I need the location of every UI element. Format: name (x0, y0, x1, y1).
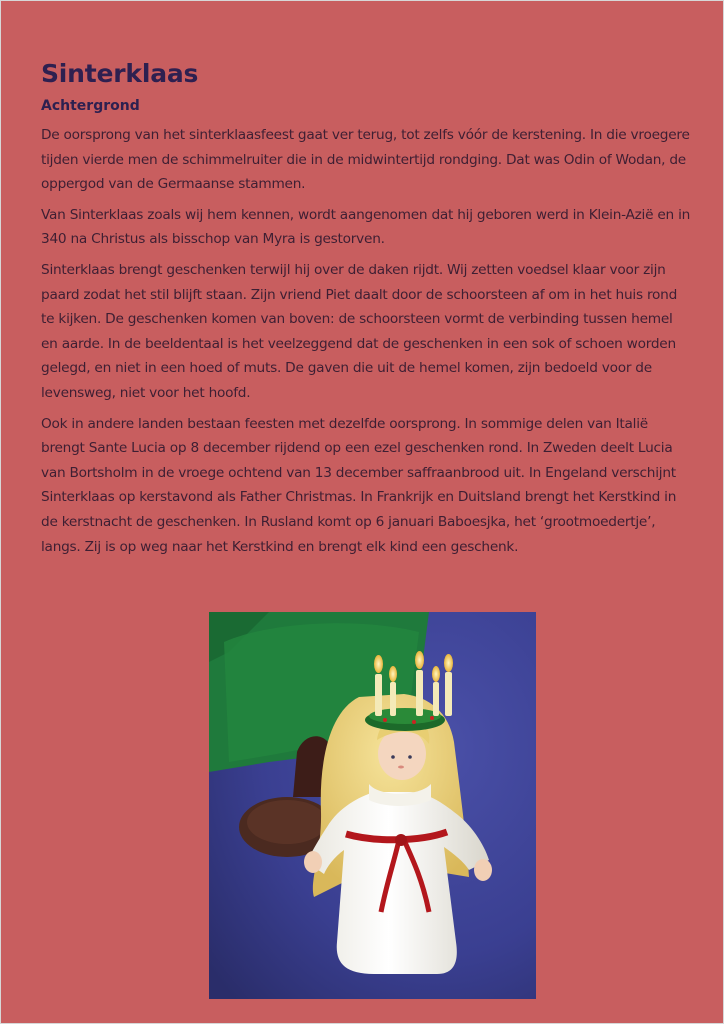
section-heading: Achtergrond (41, 98, 140, 114)
paragraph-4: Ook in andere landen bestaan feesten met dezelfde oorsprong. In sommige delen van Italië brengt Sante Lucia op 8 december rijdend op een ezel geschenken rond. In Zweden deelt Lucia van Bortsholm in de vroege ochtend van 13 december saffraanbrood uit. In Engeland verschijnt Sinterklaas op kerstavond als Father Christmas. In Frankrijk en Duitsland brengt het Kerstkind in de kerstnacht de geschenken. In Rusland komt op 6 januari Baboesjka, het ‘grootmoedertje’, langs. Zij is op weg naar het Kerstkind en brengt elk kind een geschenk. (41, 415, 677, 555)
paragraph-2: Van Sinterklaas zoals wij hem kennen, wordt aangenomen dat hij geboren werd in Klein-Azië en in 340 na Christus als bisschop van Myra is gestorven. (41, 206, 691, 248)
lucia-doll-photo (209, 612, 536, 999)
paragraph-3: Sinterklaas brengt geschenken terwijl hij over de daken rijdt. Wij zetten voedsel klaar voor zijn paard zodat het stil blijft staan. Zijn vriend Piet daalt door de schoorsteen af om in het huis rond te kijken. De geschenken komen van boven: de schoorsteen vormt de verbinding tussen hemel en aarde. In de beeldentaal is het veelzeggend dat de geschenken in een sok of schoen worden gelegd, en niet in een hoed of muts. De gaven die uit de hemel komen, zijn bedoeld voor de levensweg, niet voor het hoofd. (41, 261, 678, 401)
lucia-doll-illustration (209, 612, 536, 999)
document-body (41, 59, 691, 565)
paragraph-1: De oorsprong van het sinterklaasfeest gaat ver terug, tot zelfs vóór de kerstening. In die vroegere tijden vierde men de schimmelruiter die in de midwintertijd rondging. Dat was Odin of Wodan, de oppergod van de Germaanse stammen. (41, 127, 690, 193)
page-title: Sinterklaas (41, 59, 199, 88)
